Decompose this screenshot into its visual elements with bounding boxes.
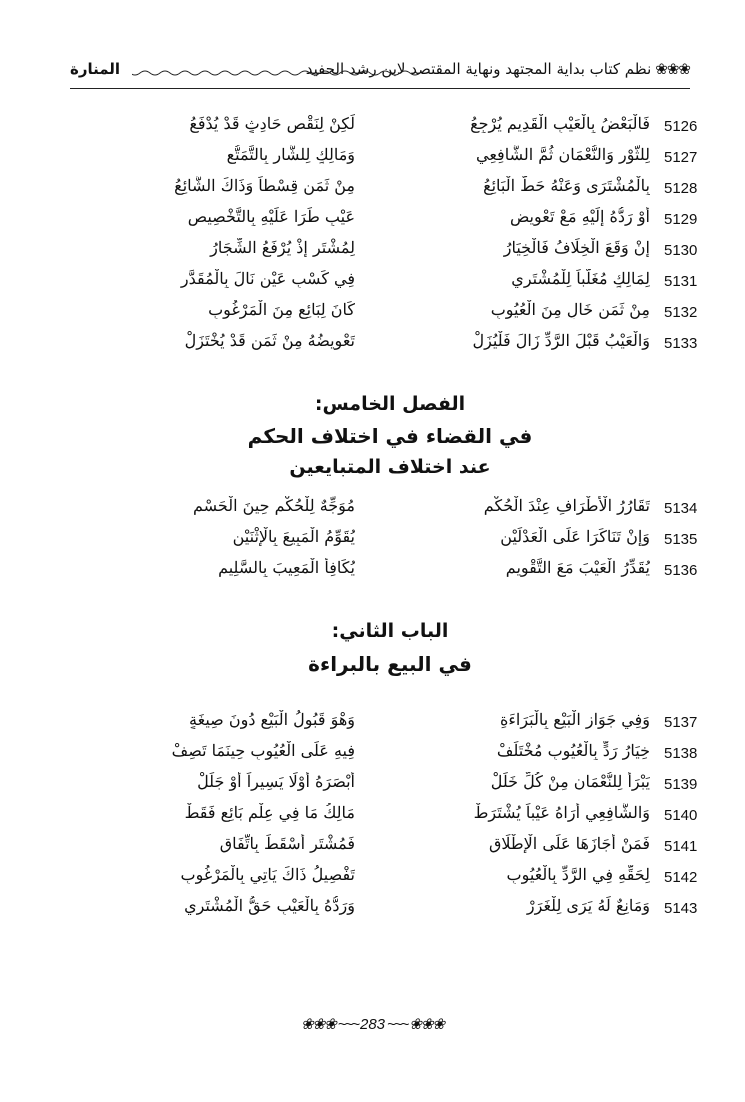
- verse-first-hemistich: يُقَدِّرُ الْعَيْبَ مَعَ التَّقْوِيمِ: [505, 558, 650, 577]
- verse-number: 5133: [664, 335, 698, 352]
- verse-row: [70, 739, 710, 770]
- verse-second-hemistich: مُوَجِّهٌ لِلْحُكْمِ حِينَ الْحَسْمِ: [192, 496, 355, 515]
- wave-divider: [132, 69, 420, 77]
- verse-row: [70, 832, 710, 863]
- verse-second-hemistich: يُكَافِأُ الْمَعِيبَ بِالسَّلِيمِ: [218, 558, 355, 577]
- verse-second-hemistich: وَهْوَ قَبُولُ الْبَيْعِ دُونَ صِيغَةٍ: [189, 710, 355, 729]
- chapter-label: الفصل الخامس:: [314, 393, 466, 415]
- verse-row: [70, 525, 710, 556]
- verse-row: [70, 708, 710, 739]
- verse-second-hemistich: عَيْبٍ طَرَا عَلَيْهِ بِالتَّخْصِيصِ: [187, 207, 355, 226]
- header-rule: [70, 88, 690, 89]
- verse-number: 5130: [664, 242, 698, 259]
- verse-number: 5135: [664, 531, 698, 548]
- verse-row: [70, 494, 710, 525]
- verse-second-hemistich: كَانَ لِبَائِعٍ مِنَ الْمَرْغُوبِ: [208, 300, 355, 319]
- verse-number: 5139: [664, 776, 698, 793]
- verse-first-hemistich: وَمَانِعٌ لَهُ يَرَى لِلْغَرَرْ: [526, 896, 650, 915]
- verse-number: 5142: [664, 869, 698, 886]
- verse-first-hemistich: إِنْ وَقَعَ الْخِلَافُ فَالْخِيَارُ: [503, 238, 650, 257]
- verse-row: [70, 236, 710, 267]
- verse-number: 5128: [664, 180, 698, 197]
- page-number: 283: [359, 1015, 386, 1033]
- running-header: [70, 56, 690, 92]
- chapter-subtitle: عند اختلاف المتبايعين: [289, 456, 491, 478]
- verse-number: 5143: [664, 900, 698, 917]
- verse-second-hemistich: تَعْوِيضُهُ مِنْ ثَمَنٍ قَدْ يُخْتَزَلْ: [184, 331, 355, 350]
- dash-ornament: ~~~: [337, 1015, 358, 1033]
- verse-row: [70, 205, 710, 236]
- verse-number: 5136: [664, 562, 698, 579]
- verse-number: 5131: [664, 273, 698, 290]
- flower-ornament-icon: ❀❀❀: [300, 1016, 336, 1033]
- verse-first-hemistich: لِمَالِكٍ مُغَلَّباً لِلْمُشْتَرِي: [511, 269, 650, 288]
- verse-first-hemistich: وَالشَّافِعِي أَرَاهُ عَيْباً يُشْتَرَطْ: [473, 803, 650, 822]
- verse-second-hemistich: أَبْصَرَهُ أَوْلَا يَسِيراً أَوْ جَلَلْ: [197, 772, 355, 791]
- dash-ornament: ~~~: [387, 1015, 408, 1033]
- verse-second-hemistich: فِي كَسْبِ عَيْنٍ نَالَ بِالْمُقَدَّرِ: [180, 269, 355, 288]
- verse-row: [70, 556, 710, 587]
- verse-second-hemistich: فَمُشْتَرٍ أَسْقَطَ بِاتِّفَاقِ: [219, 834, 355, 853]
- verse-second-hemistich: تَفْصِيلُ ذَاكَ يَاتِي بِالْمَرْغُوبِ: [180, 865, 355, 884]
- verse-second-hemistich: وَمَالِكٍ لِلشَّارِ بِالتَّمَتُّعِ: [226, 145, 355, 164]
- verse-second-hemistich: مِنْ ثَمَنٍ قِسْطاً وَذَاكَ الشَّائِعُ: [174, 176, 355, 195]
- verse-row: [70, 329, 710, 360]
- verse-block-2: [70, 494, 710, 587]
- verse-row: [70, 112, 710, 143]
- verse-first-hemistich: مِنْ ثَمَنٍ خَالٍ مِنَ الْعُيُوبِ: [490, 300, 650, 319]
- verse-first-hemistich: خِيَارُ رَدٍّ بِالْعُيُوبِ مُخْتَلَفْ: [496, 741, 650, 760]
- page-footer: [0, 1015, 745, 1033]
- verse-number: 5126: [664, 118, 698, 135]
- verse-first-hemistich: أَوْ رَدُّهُ إِلَيْهِ مَعْ تَعْوِيضِ: [509, 207, 650, 226]
- verse-number: 5140: [664, 807, 698, 824]
- verse-number: 5138: [664, 745, 698, 762]
- flower-ornament-icon: ❀❀❀: [409, 1016, 445, 1033]
- verse-first-hemistich: وَإِنْ تَنَاكَرَا عَلَى الْعَدْلَيْنِ: [500, 527, 650, 546]
- book-title: نظم كتاب بداية المجتهد ونهاية المقتصد لابن رشد الحفيد: [305, 60, 652, 78]
- verse-number: 5141: [664, 838, 698, 855]
- verse-row: [70, 267, 710, 298]
- verse-first-hemistich: تَقَارُرُ الْأَطْرَافِ عِنْدَ الْحُكْمِ: [483, 496, 650, 515]
- verse-row: [70, 143, 710, 174]
- verse-row: [70, 894, 710, 925]
- verse-number: 5134: [664, 500, 698, 517]
- verse-block-1: [70, 112, 710, 360]
- verse-row: [70, 863, 710, 894]
- verse-row: [70, 801, 710, 832]
- verse-first-hemistich: وَالْعَيْبُ قَبْلَ الرَّدِّ زَالَ فَلْيُزَلْ: [472, 331, 650, 350]
- verse-first-hemistich: لِحَقِّهِ فِي الرَّدِّ بِالْعُيُوبِ: [506, 865, 650, 884]
- flower-ornament-icon: ❀❀❀: [655, 60, 690, 78]
- verse-first-hemistich: لِلثَّوْرِ وَالنُّعْمَانِ ثُمَّ الشَّافِعِي: [476, 145, 650, 164]
- verse-first-hemistich: يَبْرَأُ لِلنُّعْمَانِ مِنْ كُلِّ خَلَلْ: [490, 772, 650, 791]
- verse-number: 5127: [664, 149, 698, 166]
- verse-second-hemistich: يُقَوِّمُ الْمَبِيعَ بِالْإِثْنَيْنِ: [232, 527, 355, 546]
- verse-second-hemistich: لَكِنْ لِنَقْصِ حَادِثٍ قَدْ يُدْفَعُ: [189, 114, 355, 133]
- verse-row: [70, 298, 710, 329]
- verse-number: 5137: [664, 714, 698, 731]
- verse-number: 5129: [664, 211, 698, 228]
- section-label: الباب الثاني:: [331, 620, 449, 642]
- chapter-title: في القضاء في اختلاف الحكم: [247, 424, 533, 448]
- verse-second-hemistich: وَرَدُّهُ بِالْعَيْبِ حَقُّ الْمُشْتَرِي: [184, 896, 355, 915]
- verse-first-hemistich: وَفِي جَوَازِ الْبَيْعِ بِالْبَرَاءَةِ: [500, 710, 650, 729]
- verse-first-hemistich: فَمَنْ أَجَازَهَا عَلَى الْإِطْلَاقِ: [488, 834, 650, 853]
- verse-second-hemistich: مَالِكُ مَا فِي عِلْمِ بَائِعٍ فَقَطْ: [184, 803, 355, 822]
- verse-block-3: [70, 708, 710, 925]
- verse-row: [70, 770, 710, 801]
- section-title: في البيع بالبراءة: [308, 652, 472, 676]
- verse-number: 5132: [664, 304, 698, 321]
- verse-first-hemistich: بِالْمُشْتَرَى وَعَنْهُ حَطَّ الْبَائِعُ: [483, 176, 650, 195]
- publisher-name: المنارة: [70, 60, 121, 78]
- verse-first-hemistich: فَالْبَعْضُ بِالْعَيْبِ الْقَدِيمِ يُرْجِعُ: [470, 114, 650, 133]
- verse-second-hemistich: لِمُشْتَرٍ إِذْ يُرْفَعُ الشِّجَارُ: [210, 238, 355, 257]
- verse-row: [70, 174, 710, 205]
- verse-second-hemistich: فِيهِ عَلَى الْعُيُوبِ حِينَمَا تَصِفْ: [171, 741, 355, 760]
